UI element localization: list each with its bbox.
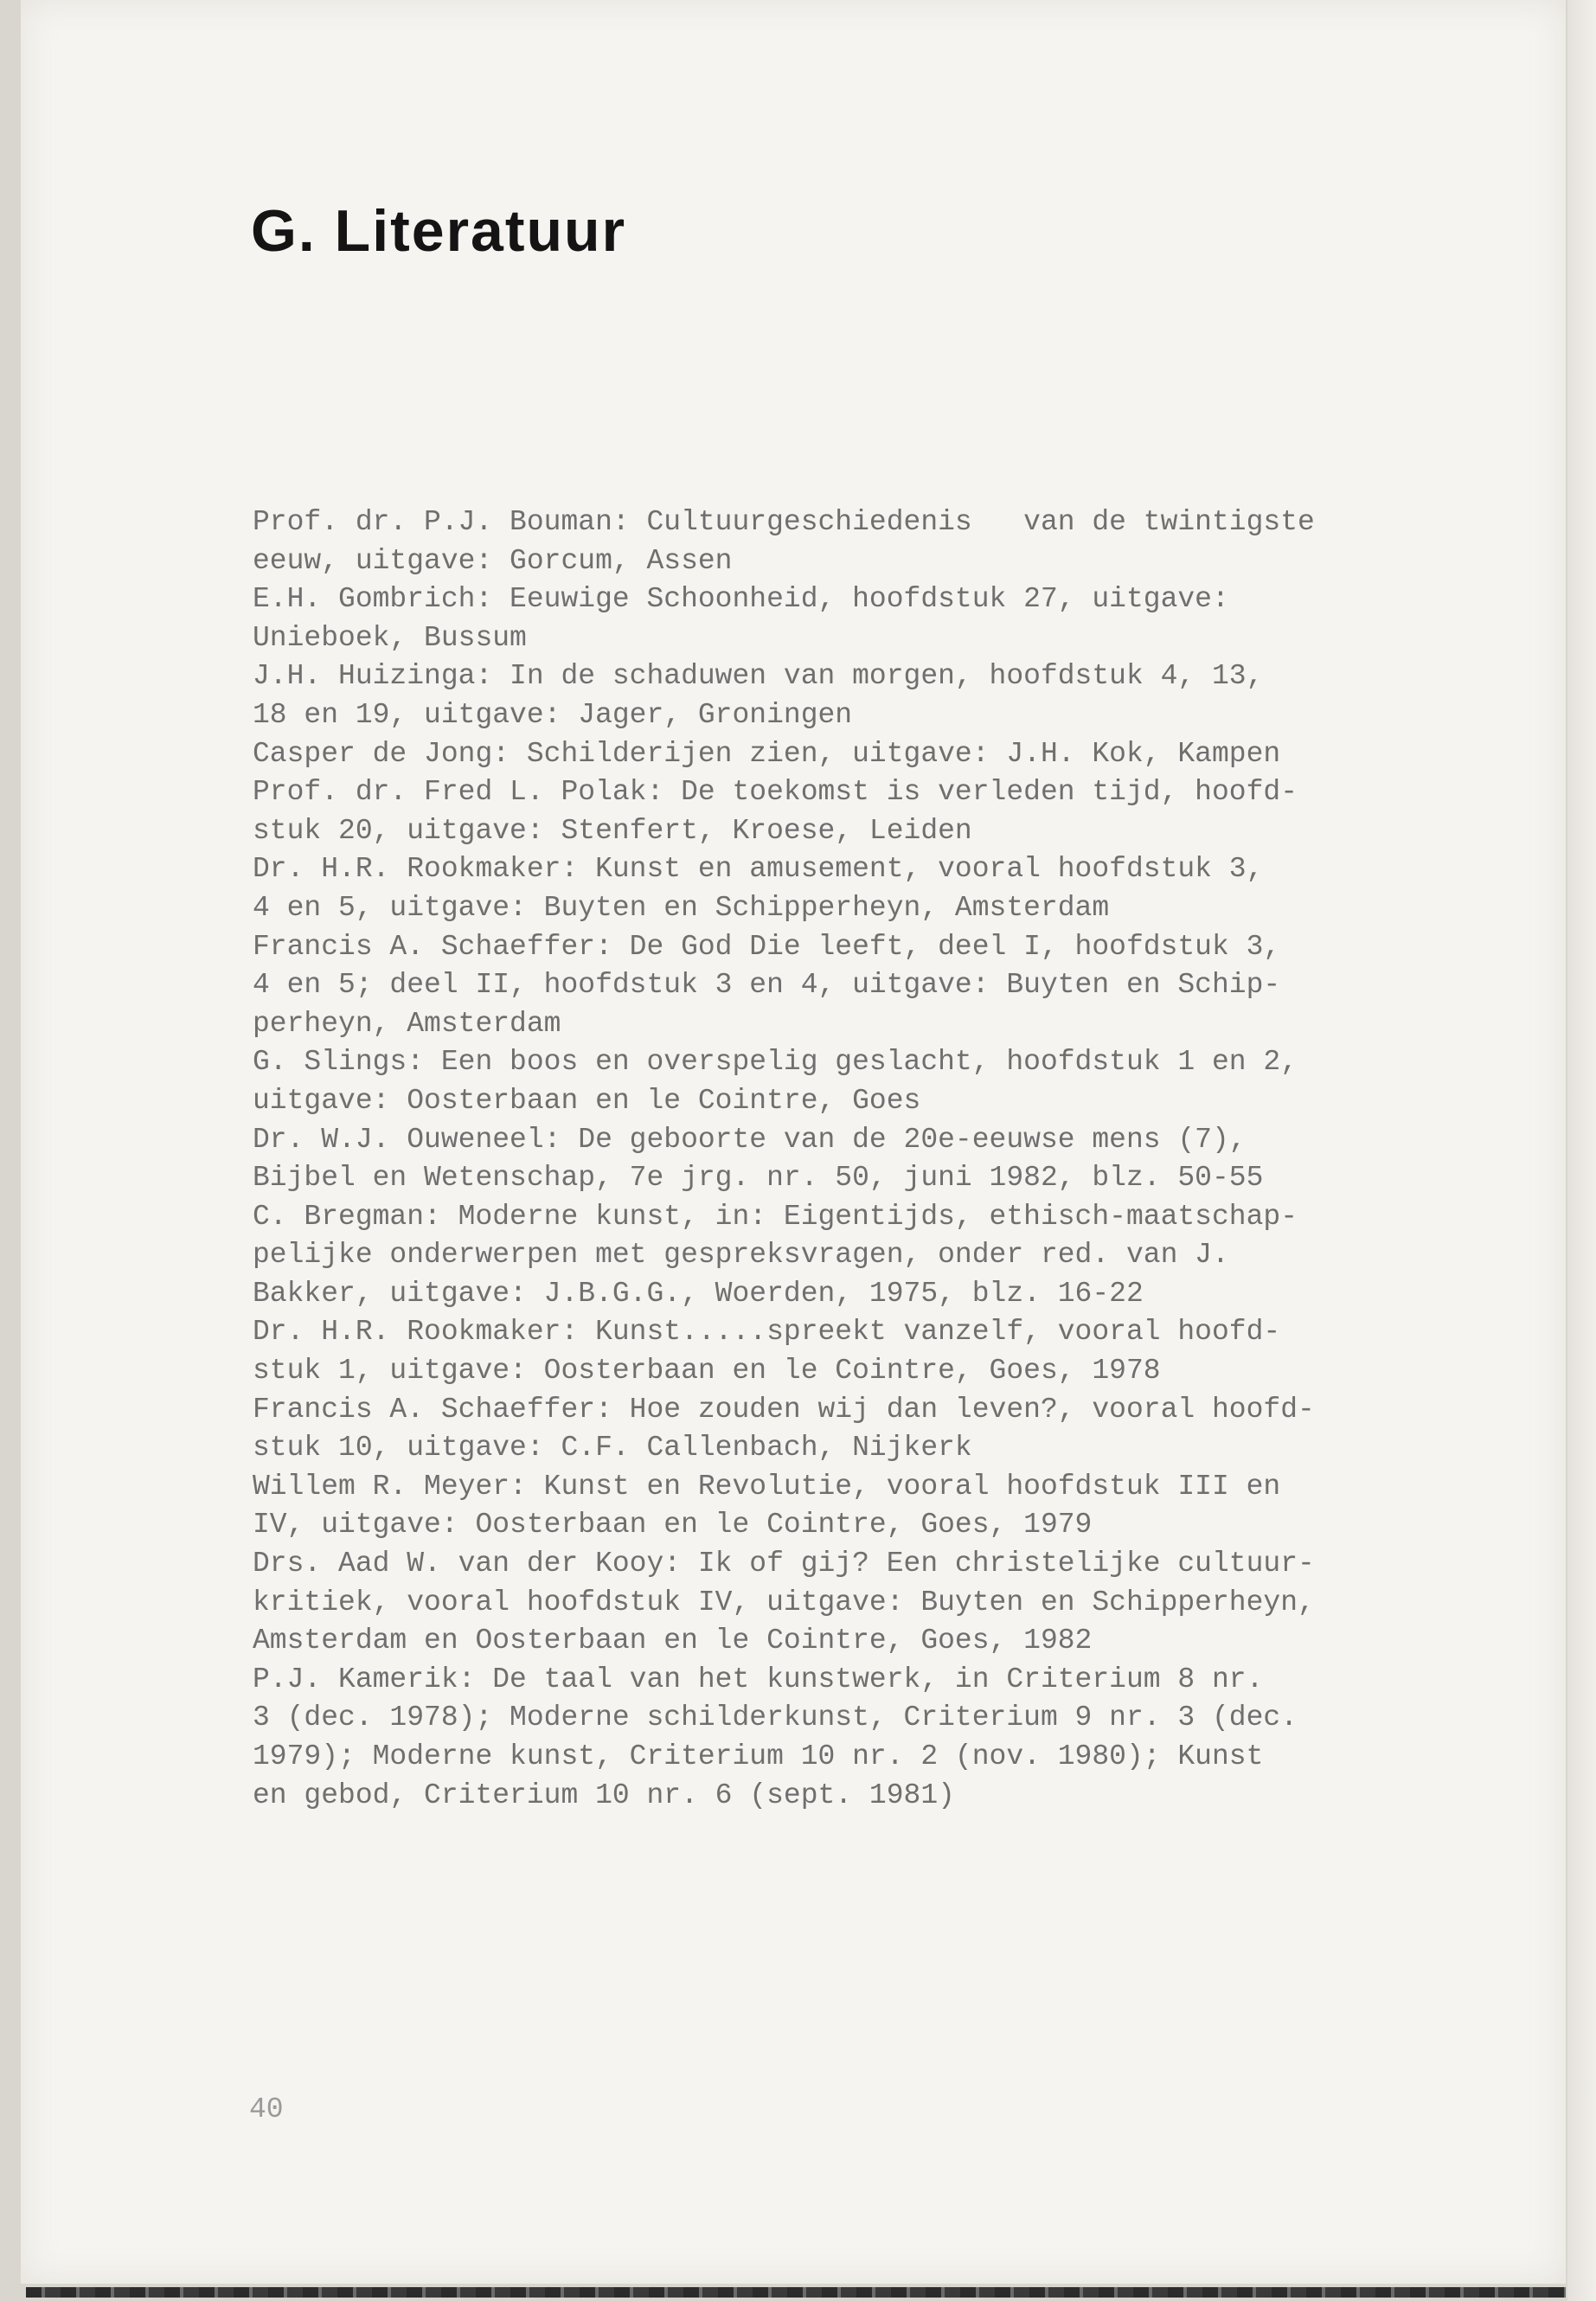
bibliography-line: 4 en 5, uitgave: Buyten en Schipperheyn, Amsterdam — [253, 891, 1110, 924]
bibliography-line: J.H. Huizinga: In de schaduwen van morgen, hoofdstuk 4, 13, — [253, 660, 1264, 693]
bibliography-line: Prof. dr. P.J. Bouman: Cultuurgeschiedenis van de twintigste — [253, 506, 1315, 538]
bibliography-line: uitgave: Oosterbaan en le Cointre, Goes — [253, 1084, 921, 1117]
bibliography-line: stuk 20, uitgave: Stenfert, Kroese, Leiden — [253, 814, 972, 847]
bibliography-line: pelijke onderwerpen met gespreksvragen, onder red. van J. — [253, 1239, 1229, 1272]
scan-border — [26, 2287, 1566, 2298]
bibliography-line: perheyn, Amsterdam — [253, 1007, 561, 1040]
bibliography-line: Bijbel en Wetenschap, 7e jrg. nr. 50, juni 1982, blz. 50-55 — [253, 1162, 1264, 1195]
bibliography-line: stuk 10, uitgave: C.F. Callenbach, Nijkerk — [253, 1432, 972, 1465]
bibliography-line: Bakker, uitgave: J.B.G.G., Woerden, 1975, blz. 16-22 — [253, 1277, 1144, 1310]
bibliography-line: en gebod, Criterium 10 nr. 6 (sept. 1981) — [253, 1779, 955, 1811]
bibliography-line: IV, uitgave: Oosterbaan en le Cointre, Goes, 1979 — [253, 1509, 1093, 1541]
page-number: 40 — [249, 2093, 284, 2125]
bibliography-line: 1979); Moderne kunst, Criterium 10 nr. 2 (nov. 1980); Kunst — [253, 1740, 1264, 1772]
bibliography-line: Drs. Aad W. van der Kooy: Ik of gij? Een christelijke cultuur- — [253, 1548, 1315, 1580]
bibliography-line: Casper de Jong: Schilderijen zien, uitgave: J.H. Kok, Kampen — [253, 737, 1281, 770]
bibliography-line: Willem R. Meyer: Kunst en Revolutie, vooral hoofdstuk III en — [253, 1470, 1281, 1503]
bibliography-line: C. Bregman: Moderne kunst, in: Eigentijds, ethisch-maatschap- — [253, 1200, 1298, 1233]
bibliography-line: G. Slings: Een boos en overspelig geslacht, hoofdstuk 1 en 2, — [253, 1046, 1298, 1079]
bibliography-line: 3 (dec. 1978); Moderne schilderkunst, Criterium 9 nr. 3 (dec. — [253, 1702, 1298, 1734]
bibliography-line: Francis A. Schaeffer: De God Die leeft, deel I, hoofdstuk 3, — [253, 930, 1281, 963]
bibliography-line: Dr. W.J. Ouweneel: De geboorte van de 20e-eeuwse mens (7), — [253, 1123, 1247, 1156]
section-heading: G. Literatuur — [251, 198, 627, 264]
bibliography-line: stuk 1, uitgave: Oosterbaan en le Cointre, Goes, 1978 — [253, 1355, 1161, 1388]
bibliography-line: Unieboek, Bussum — [253, 621, 527, 654]
bibliography-line: Dr. H.R. Rookmaker: Kunst en amusement, vooral hoofdstuk 3, — [253, 853, 1264, 886]
bibliography-list — [253, 503, 1464, 1815]
bibliography-line: kritiek, vooral hoofdstuk IV, uitgave: Buyten en Schipperheyn, — [253, 1586, 1315, 1618]
bibliography-line: Amsterdam en Oosterbaan en le Cointre, Goes, 1982 — [253, 1625, 1093, 1657]
bibliography-line: 18 en 19, uitgave: Jager, Groningen — [253, 698, 853, 731]
bibliography-line: Dr. H.R. Rookmaker: Kunst.....spreekt vanzelf, vooral hoofd- — [253, 1316, 1281, 1349]
bibliography-line: E.H. Gombrich: Eeuwige Schoonheid, hoofdstuk 27, uitgave: — [253, 583, 1229, 616]
bibliography-line: Prof. dr. Fred L. Polak: De toekomst is verleden tijd, hoofd- — [253, 776, 1298, 809]
bibliography-line: eeuw, uitgave: Gorcum, Assen — [253, 544, 733, 577]
bibliography-line: 4 en 5; deel II, hoofdstuk 3 en 4, uitgave: Buyten en Schip- — [253, 969, 1281, 1002]
page-edge — [1567, 0, 1596, 2301]
bibliography-line: P.J. Kamerik: De taal van het kunstwerk, in Criterium 8 nr. — [253, 1663, 1264, 1695]
bibliography-line: Francis A. Schaeffer: Hoe zouden wij dan leven?, vooral hoofd- — [253, 1393, 1315, 1426]
